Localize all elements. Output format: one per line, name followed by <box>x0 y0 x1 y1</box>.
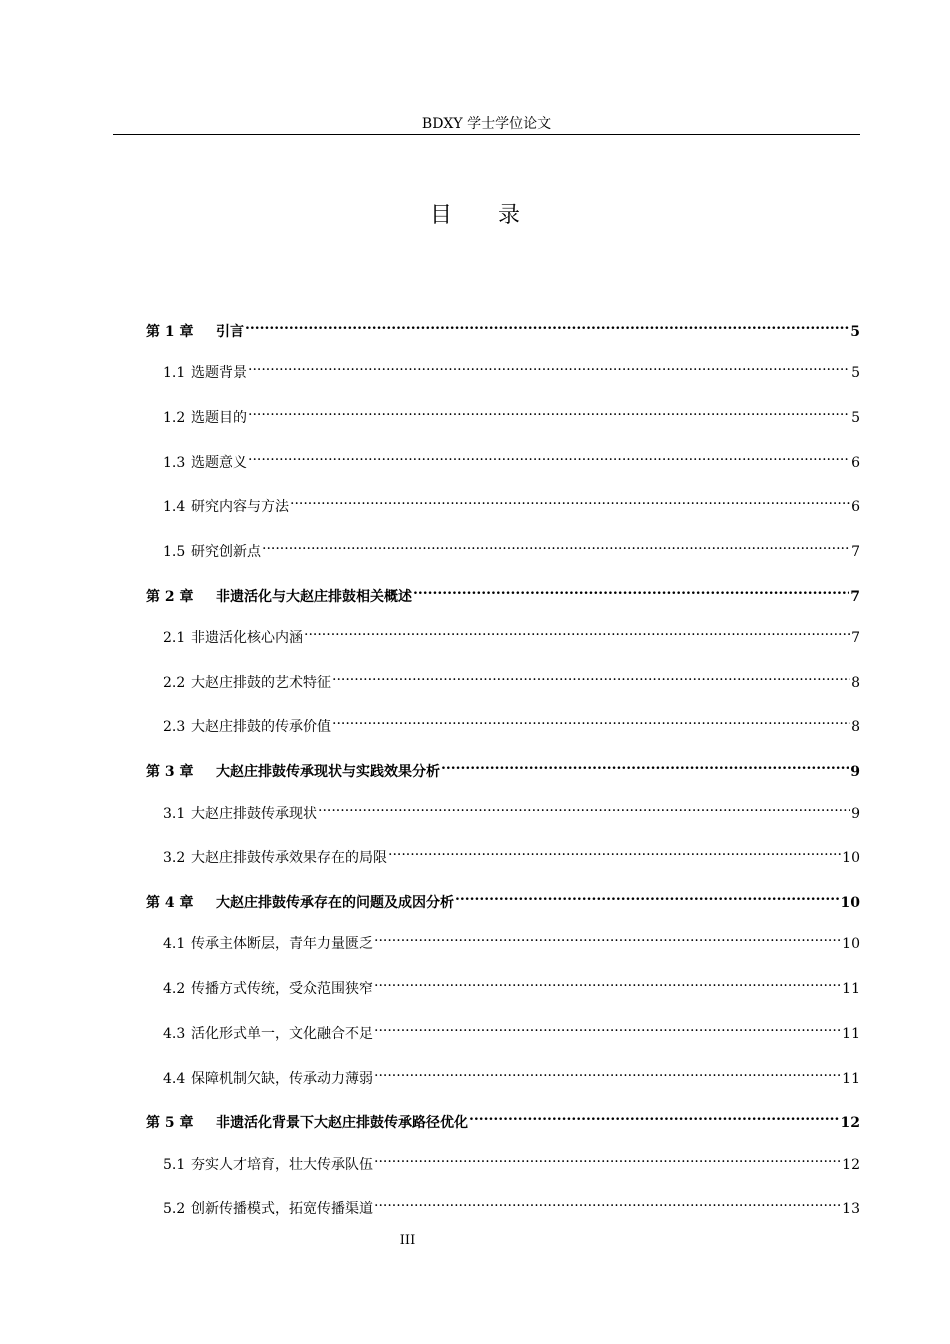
dot-leader <box>455 885 840 907</box>
toc-entry-number: 1.5 <box>163 544 186 560</box>
toc-entry-label: 非遗活化背景下大赵庄排鼓传承路径优化 <box>216 1115 468 1131</box>
toc-entry-section-5-2[interactable] <box>163 1191 860 1217</box>
toc-entry-label: 大赵庄排鼓传承效果存在的局限 <box>191 850 387 866</box>
toc-entry-page: 5 <box>851 410 860 426</box>
toc-entry-label: 创新传播模式，拓宽传播渠道 <box>191 1201 373 1217</box>
toc-entry-page: 5 <box>850 324 860 340</box>
toc-entry-section-4-1[interactable] <box>163 926 860 952</box>
toc-entry-section-5-1[interactable] <box>163 1147 860 1173</box>
dot-leader <box>318 796 850 818</box>
toc-entry-label: 非遗活化核心内涵 <box>191 630 303 646</box>
toc-entry-number: 第 5 章 <box>146 1115 194 1131</box>
toc-entry-page: 8 <box>851 719 860 735</box>
toc-entry-number: 1.2 <box>163 410 186 426</box>
toc-entry-page: 9 <box>851 806 860 822</box>
dot-leader <box>332 665 850 687</box>
toc-entry-chapter-5[interactable] <box>146 1105 860 1131</box>
toc-entry-section-2-1[interactable] <box>163 620 860 646</box>
toc-entry-label: 传播方式传统，受众范围狭窄 <box>191 981 373 997</box>
toc-entry-number: 5.1 <box>163 1157 186 1173</box>
dot-leader <box>374 1061 841 1083</box>
toc-entry-section-1-1[interactable] <box>163 355 860 381</box>
dot-leader <box>374 1147 841 1169</box>
dot-leader <box>374 1016 841 1038</box>
toc-entry-page: 7 <box>851 630 860 646</box>
toc-entry-section-2-3[interactable] <box>163 709 860 735</box>
toc-entry-page: 11 <box>842 981 860 997</box>
dot-leader <box>248 445 850 467</box>
toc-entry-section-3-2[interactable] <box>163 840 860 866</box>
dot-leader <box>262 534 850 556</box>
toc-entry-section-3-1[interactable] <box>163 796 860 822</box>
dot-leader <box>374 1191 841 1213</box>
toc-entry-number: 5.2 <box>163 1201 186 1217</box>
toc-entry-label: 研究内容与方法 <box>191 499 289 515</box>
toc-entry-label: 活化形式单一，文化融合不足 <box>191 1026 373 1042</box>
toc-entry-chapter-4[interactable] <box>146 885 860 911</box>
toc-entry-number: 2.2 <box>163 675 186 691</box>
toc-entry-number: 4.3 <box>163 1026 186 1042</box>
toc-heading-char-2: 录 <box>498 203 521 228</box>
toc-entry-page: 7 <box>851 544 860 560</box>
toc-entry-page: 8 <box>851 675 860 691</box>
toc-entry-page: 7 <box>850 589 860 605</box>
toc-entry-number: 2.3 <box>163 719 186 735</box>
dot-leader <box>388 840 841 862</box>
page-number <box>0 1232 815 1250</box>
toc-entry-label: 保障机制欠缺，传承动力薄弱 <box>191 1071 373 1087</box>
toc-entry-number: 4.4 <box>163 1071 186 1087</box>
toc-entry-chapter-1[interactable] <box>146 314 860 340</box>
toc-entry-label: 大赵庄排鼓传承现状与实践效果分析 <box>216 764 440 780</box>
toc-entry-section-1-5[interactable] <box>163 534 860 560</box>
toc-entry-label: 大赵庄排鼓传承现状 <box>191 806 317 822</box>
toc-entry-label: 选题目的 <box>191 410 247 426</box>
toc-entry-page: 6 <box>851 455 860 471</box>
toc-entry-chapter-2[interactable] <box>146 579 860 605</box>
toc-entry-page: 9 <box>850 764 860 780</box>
toc-entry-section-1-4[interactable] <box>163 489 860 515</box>
toc-entry-section-1-3[interactable] <box>163 445 860 471</box>
toc-entry-section-4-4[interactable] <box>163 1061 860 1087</box>
dot-leader <box>374 926 841 948</box>
toc-entry-label: 大赵庄排鼓传承存在的问题及成因分析 <box>216 895 454 911</box>
dot-leader <box>290 489 850 511</box>
toc-entry-number: 4.1 <box>163 936 186 952</box>
dot-leader <box>469 1105 840 1127</box>
toc-entry-section-4-3[interactable] <box>163 1016 860 1042</box>
dot-leader <box>248 400 850 422</box>
toc-entry-page: 10 <box>842 850 860 866</box>
dot-leader <box>248 355 850 377</box>
toc-entry-page: 10 <box>842 936 860 952</box>
toc-entry-page: 10 <box>840 895 860 911</box>
toc-entry-label: 研究创新点 <box>191 544 261 560</box>
toc-entry-number: 2.1 <box>163 630 186 646</box>
dot-leader <box>441 754 849 776</box>
toc-entry-page: 12 <box>842 1157 860 1173</box>
toc-entry-chapter-3[interactable] <box>146 754 860 780</box>
toc-entry-label: 非遗活化与大赵庄排鼓相关概述 <box>216 589 412 605</box>
toc-entry-page: 11 <box>842 1071 860 1087</box>
toc-entry-label: 传承主体断层，青年力量匮乏 <box>191 936 373 952</box>
toc-entry-page: 5 <box>851 365 860 381</box>
toc-entry-section-4-2[interactable] <box>163 971 860 997</box>
toc-entry-number: 3.2 <box>163 850 186 866</box>
toc-entry-label: 大赵庄排鼓的传承价值 <box>191 719 331 735</box>
toc-entry-label: 夯实人才培育，壮大传承队伍 <box>191 1157 373 1173</box>
toc-entry-page: 11 <box>842 1026 860 1042</box>
toc-entry-label: 引言 <box>216 324 244 340</box>
toc-entry-page: 12 <box>840 1115 860 1131</box>
toc-entry-label: 大赵庄排鼓的艺术特征 <box>191 675 331 691</box>
running-title: BDXY 学士学位论文 <box>421 116 552 132</box>
toc-entry-number: 第 4 章 <box>146 895 194 911</box>
toc-entry-number: 第 3 章 <box>146 764 194 780</box>
toc-entry-number: 1.3 <box>163 455 186 471</box>
dot-leader <box>374 971 841 993</box>
toc-entry-label: 选题背景 <box>191 365 247 381</box>
dot-leader <box>332 709 850 731</box>
toc-entry-number: 4.2 <box>163 981 186 997</box>
toc-entry-label: 选题意义 <box>191 455 247 471</box>
toc-heading-char-1: 目 <box>429 203 452 228</box>
page-number-text: III <box>399 1233 416 1248</box>
toc-entry-number: 1.4 <box>163 499 186 515</box>
toc-entry-page: 13 <box>842 1201 860 1217</box>
dot-leader <box>245 314 849 336</box>
toc-entry-section-2-2[interactable] <box>163 665 860 691</box>
dot-leader <box>304 620 850 642</box>
toc-entry-number: 3.1 <box>163 806 186 822</box>
toc-entry-number: 第 1 章 <box>146 324 194 340</box>
toc-entry-number: 第 2 章 <box>146 589 194 605</box>
toc-entry-section-1-2[interactable] <box>163 400 860 426</box>
toc-entry-page: 6 <box>851 499 860 515</box>
toc-entry-number: 1.1 <box>163 365 186 381</box>
dot-leader <box>413 579 849 601</box>
